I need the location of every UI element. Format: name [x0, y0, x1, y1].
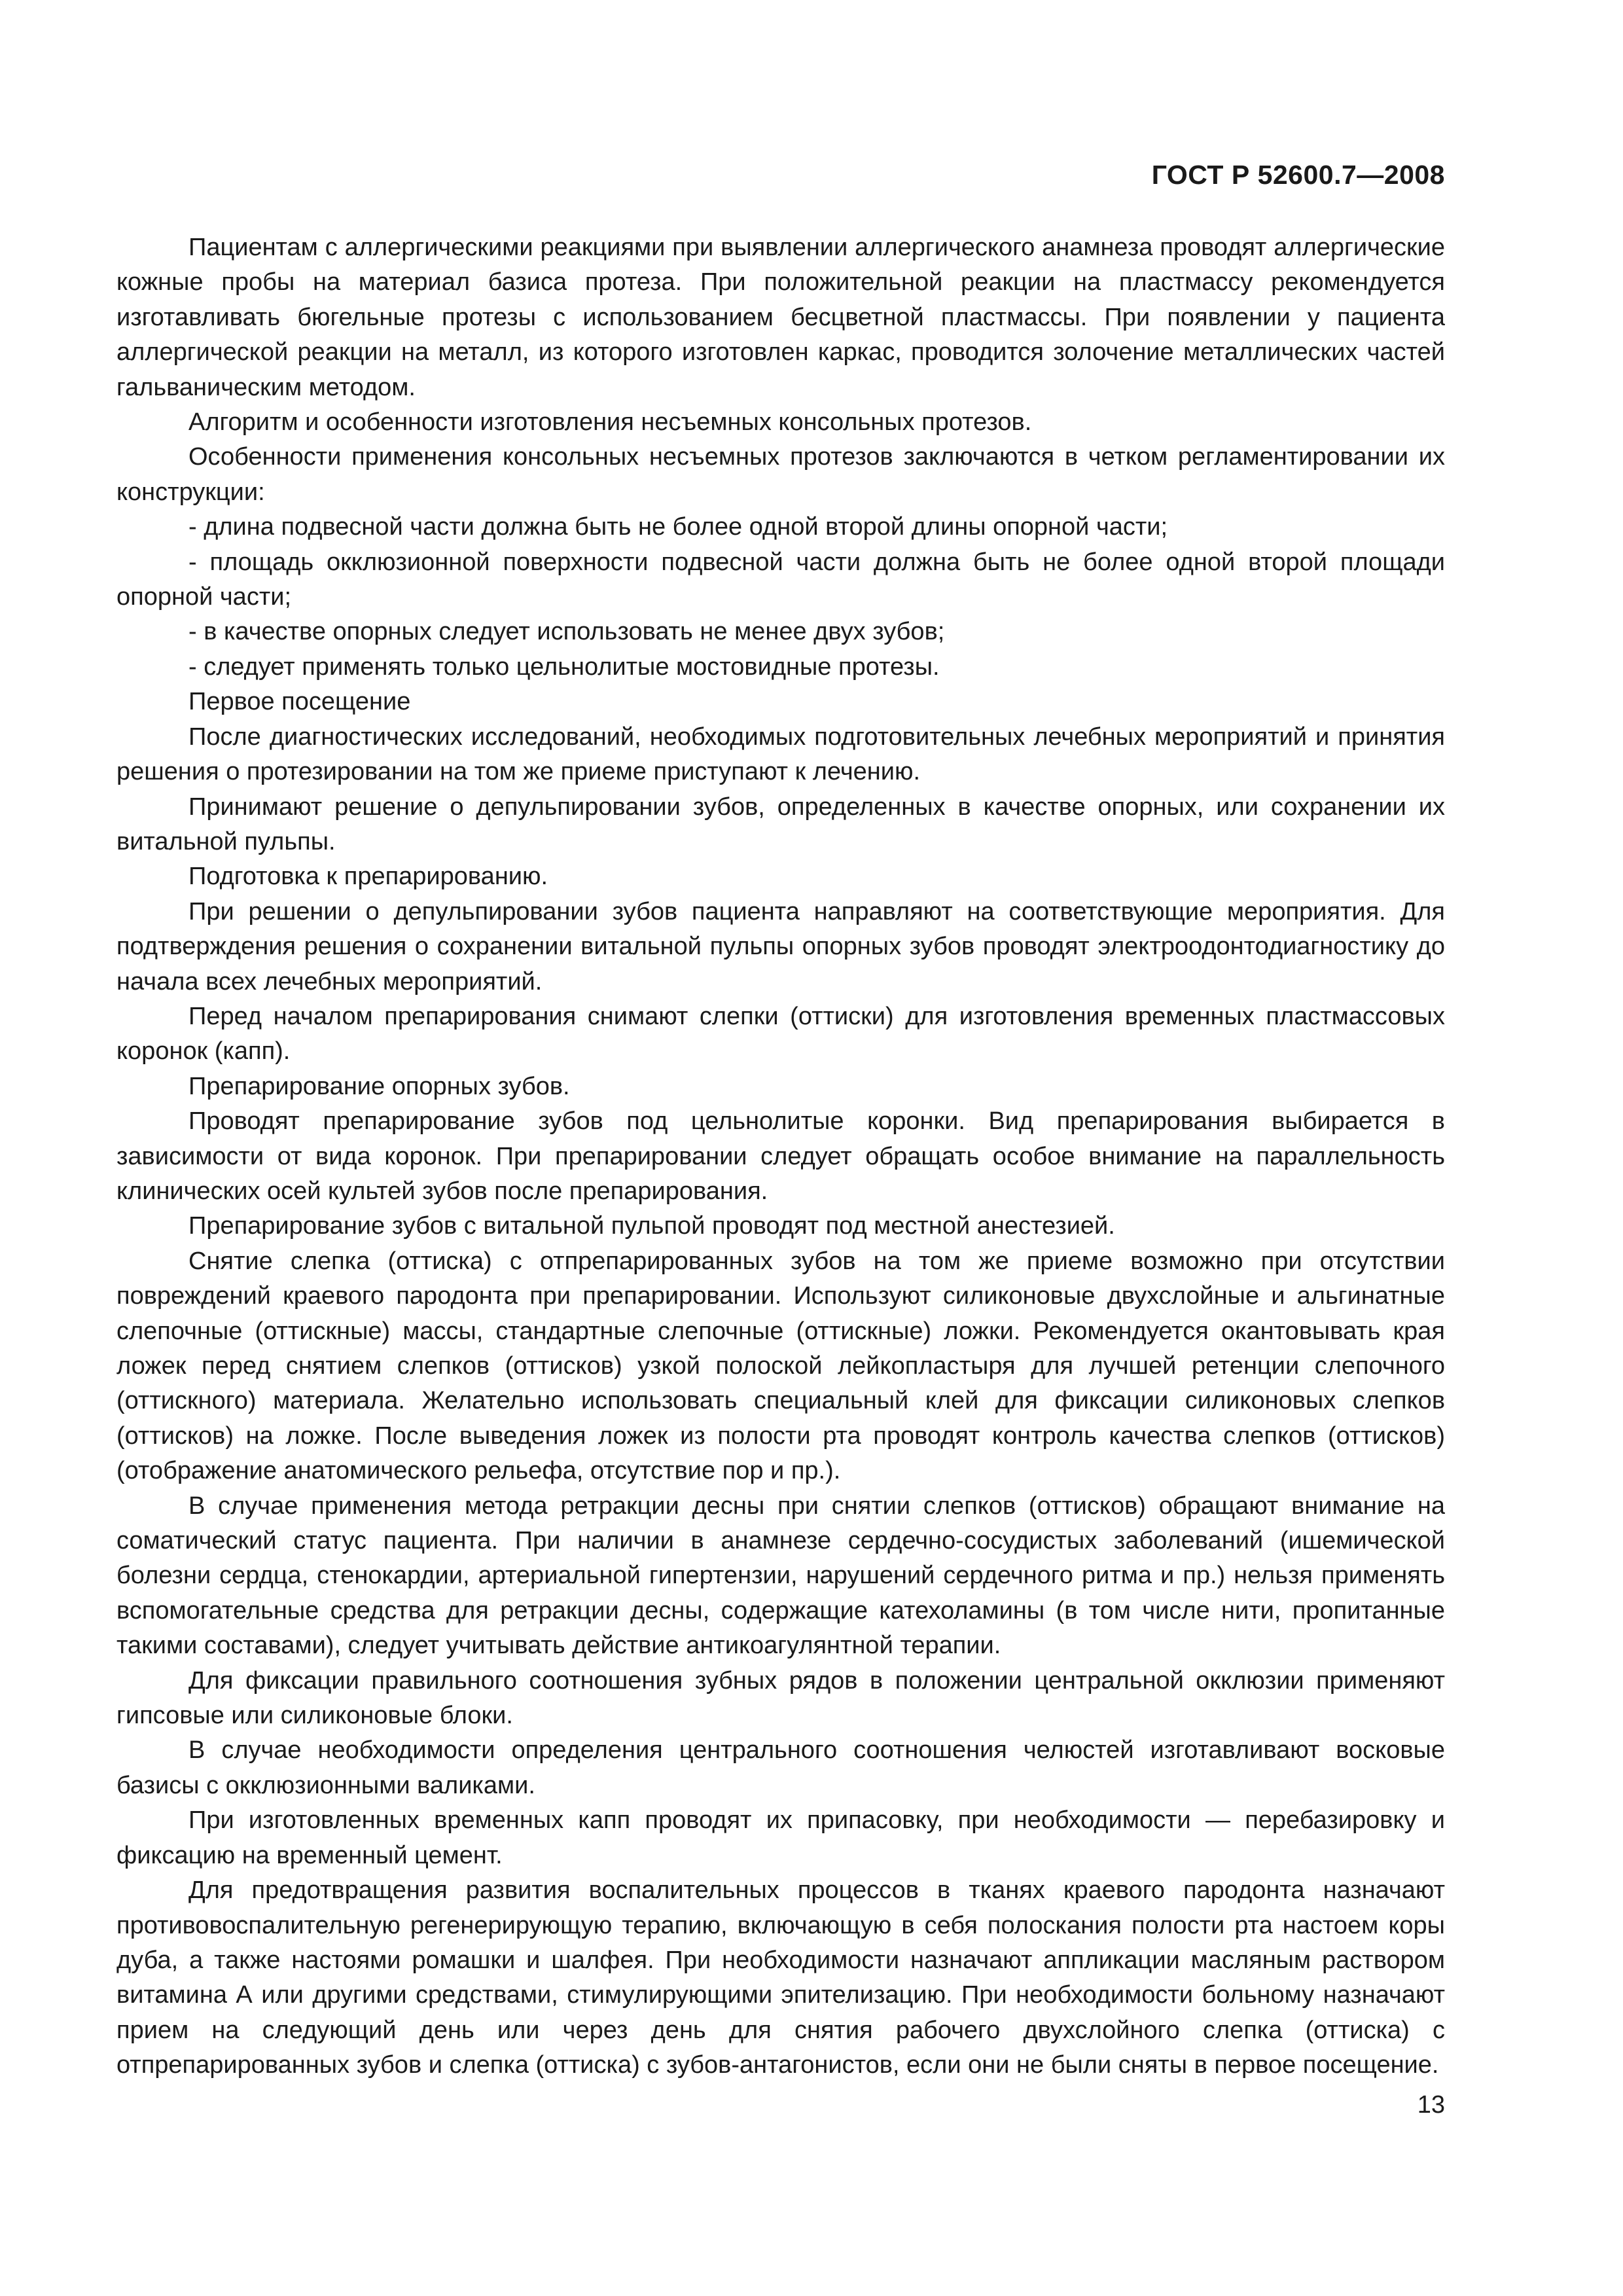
- paragraph: Перед началом препарирования снимают слепки (оттиски) для изготовления временных пластмассовых коронок (капп).: [116, 1002, 1445, 1066]
- document-body: [116, 230, 1445, 2083]
- document-code-header: ГОСТ Р 52600.7—2008: [1151, 160, 1445, 190]
- paragraph: При изготовленных временных капп проводят их припасовку, при необходимости — перебазировку и фиксацию на временный цемент.: [116, 1806, 1445, 1869]
- paragraph: Алгоритм и особенности изготовления несъемных консольных протезов.: [188, 408, 1032, 437]
- page-number: 13: [1417, 2091, 1445, 2119]
- paragraph: Принимают решение о депульпировании зубов, определенных в качестве опорных, или сохранении их витальной пульпы.: [116, 793, 1445, 855]
- paragraph: Снятие слепка (оттиска) с отпрепарированных зубов на том же приеме возможно при отсутствии повреждений краевого пародонта при препарировании. Используют силиконовые двухслойные и альгинатные слепочные (оттискные) массы, стандартные слепочные (оттискные) ложки. Рекомендуется окантовывать края ложек перед снятием слепков (оттисков) узкой полоской лейкопластыря для лучшей ретенции слепочного (оттискного) материала. Желательно использовать специальный клей для фиксации силиконовых слепков (оттисков) на ложке. После выведения ложек из полости рта проводят контроль качества слепков (оттисков) (отображение анатомического рельефа, отсутствие пор и пр.).: [116, 1247, 1445, 1485]
- paragraph: Пациентам с аллергическими реакциями при выявлении аллергического анамнеза проводят аллергические кожные пробы на материал базиса протеза. При положительной реакции на пластмассу рекомендуется изготавливать бюгельные протезы с использованием бесцветной пластмассы. При появлении у пациента аллергической реакции на металл, из которого изготовлен каркас, проводится золочение металлических частей гальваническим методом.: [116, 234, 1445, 401]
- list-item: - в качестве опорных следует использовать не менее двух зубов;: [188, 618, 945, 646]
- paragraph: Первое посещение: [188, 688, 411, 716]
- paragraph: Особенности применения консольных несъемных протезов заключаются в четком регламентировании их конструкции:: [116, 443, 1445, 506]
- list-item: - следует применять только цельнолитые мостовидные протезы.: [188, 653, 940, 681]
- paragraph: После диагностических исследований, необходимых подготовительных лечебных мероприятий и принятия решения о протезировании на том же приеме приступают к лечению.: [116, 723, 1445, 786]
- paragraph: Проводят препарирование зубов под цельнолитые коронки. Вид препарирования выбирается в зависимости от вида коронок. При препарировании следует обращать особое внимание на параллельность клинических осей культей зубов после препарирования.: [116, 1107, 1445, 1205]
- list-item: - площадь окклюзионной поверхности подвесной части должна быть не более одной второй площади опорной части;: [116, 548, 1445, 611]
- paragraph: Препарирование опорных зубов.: [188, 1072, 570, 1100]
- paragraph: В случае применения метода ретракции десны при снятии слепков (оттисков) обращают внимание на соматический статус пациента. При наличии в анамнезе сердечно-сосудистых заболеваний (ишемической болезни сердца, стенокардии, артериальной гипертензии, нарушений сердечного ритма и пр.) нельзя применять вспомогательные средства для ретракции десны, содержащие катехоламины (в том числе нити, пропитанные такими составами), следует учитывать действие антикоагулянтной терапии.: [116, 1492, 1445, 1660]
- paragraph: При решении о депульпировании зубов пациента направляют на соответствующие мероприятия. Для подтверждения решения о сохранении витальной пульпы опорных зубов проводят электроодонтодиагностику до начала всех лечебных мероприятий.: [116, 897, 1445, 996]
- paragraph: Для фиксации правильного соотношения зубных рядов в положении центральной окклюзии применяют гипсовые или силиконовые блоки.: [116, 1666, 1445, 1730]
- paragraph: В случае необходимости определения центрального соотношения челюстей изготавливают восковые базисы с окклюзионными валиками.: [116, 1736, 1445, 1799]
- paragraph: Подготовка к препарированию.: [188, 863, 548, 891]
- paragraph: Для предотвращения развития воспалительных процессов в тканях краевого пародонта назначают противовоспалительную регенерирующую терапию, включающую в себя полоскания полости рта настоем коры дуба, а также настоями ромашки и шалфея. При необходимости назначают аппликации масляным раствором витамина А или другими средствами, стимулирующими эпителизацию. При необходимости больному назначают прием на следующий день или через день для снятия рабочего двухслойного слепка (оттиска) с отпрепарированных зубов и слепка (оттиска) с зубов-антагонистов, если они не были сняты в первое посещение.: [116, 1876, 1445, 2079]
- paragraph: Препарирование зубов с витальной пульпой проводят под местной анестезией.: [188, 1212, 1115, 1240]
- list-item: - длина подвесной части должна быть не более одной второй длины опорной части;: [188, 513, 1168, 541]
